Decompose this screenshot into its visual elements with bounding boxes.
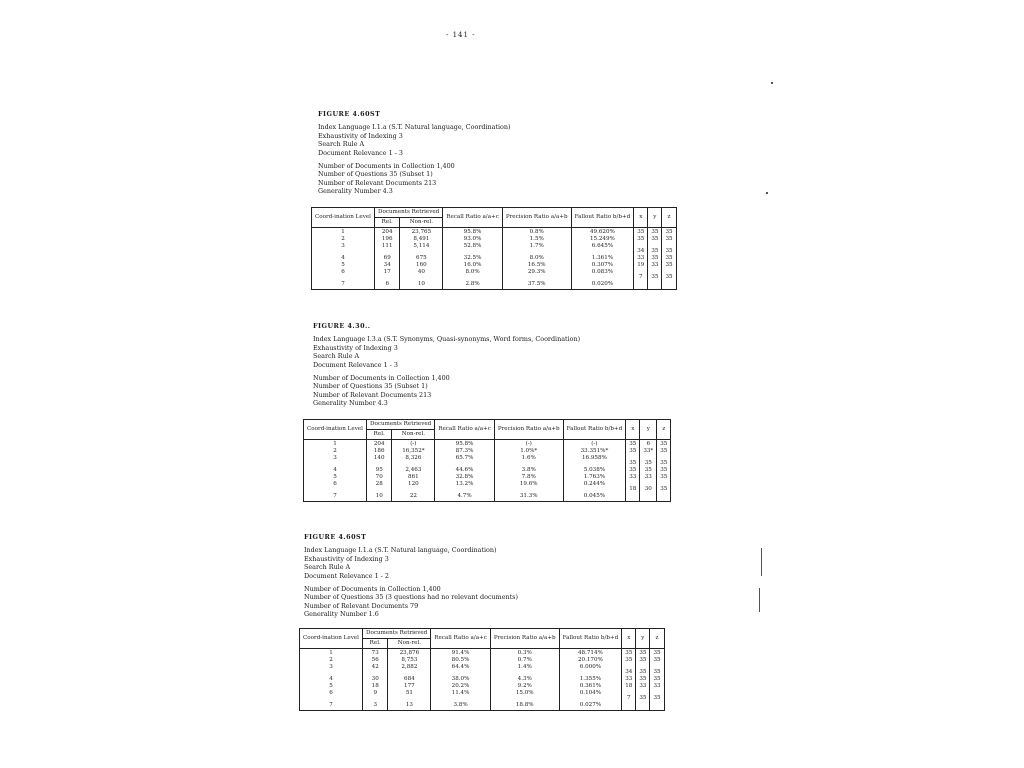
table-cell: 18: [371, 683, 379, 689]
table-cell: 196: [381, 236, 393, 242]
scan-margin-mark: [766, 192, 768, 194]
figure-title: FIGURE 4.60ST: [304, 533, 367, 541]
table-column: [657, 440, 671, 502]
table-cell: 35: [665, 255, 673, 261]
figure-3-header: [304, 533, 518, 619]
table-cell: 40: [417, 269, 425, 275]
table-cell: 1: [341, 229, 345, 235]
table-cell: 33: [651, 262, 659, 268]
table-cell: 861: [408, 474, 419, 480]
table-cell: 23,876: [399, 650, 420, 656]
table-cell: 35: [653, 669, 661, 675]
table-cell: 0.027%: [579, 702, 602, 708]
table-cell: 1.4%: [517, 664, 532, 670]
num-questions: Number of Questions 35 (3 questions had no relevant documents): [304, 593, 518, 602]
table-cell: 35: [639, 695, 647, 701]
col-header-x: x: [626, 420, 640, 440]
table-column: [300, 649, 363, 711]
table-cell: 4: [341, 255, 345, 261]
table-cell: 16.0%: [463, 262, 482, 268]
table-column: [494, 440, 563, 502]
table-cell: 4: [329, 676, 333, 682]
figure-2-table: [303, 419, 671, 502]
table-cell: 42: [371, 664, 379, 670]
document-relevance: Document Relevance 1 - 2: [304, 571, 389, 580]
table-cell: 64.4%: [451, 664, 470, 670]
table-cell: 38.0%: [451, 676, 470, 682]
col-header-x: x: [634, 208, 648, 228]
table-body-row: [300, 649, 665, 711]
table-column: [502, 228, 571, 290]
table-cell: 35: [625, 657, 633, 663]
table-column: [650, 649, 664, 711]
table-cell: 9.2%: [517, 683, 532, 689]
table-cell: 49.620%: [589, 229, 615, 235]
table-cell: 8.0%: [465, 269, 480, 275]
document-relevance: Document Relevance 1 - 3: [313, 360, 398, 369]
table-cell: 35: [629, 467, 637, 473]
table-cell: 5,114: [413, 243, 430, 249]
num-questions: Number of Questions 35 (Subset 1): [318, 170, 433, 179]
table-column: [312, 228, 375, 290]
table-cell: 35: [637, 229, 645, 235]
table-column: [622, 649, 636, 711]
num-relevant: Number of Relevant Documents 213: [318, 178, 437, 187]
generality: Generality Number 1.6: [304, 610, 379, 619]
table-cell: 13: [405, 702, 413, 708]
table-cell: 8,491: [413, 236, 430, 242]
col-header-y: y: [640, 420, 657, 440]
search-rule: Search Rule A: [318, 140, 365, 149]
table-cell: 1.763%: [583, 474, 606, 480]
table-column: [435, 440, 495, 502]
table-cell: 4.3%: [517, 676, 532, 682]
table-cell: 9: [373, 690, 377, 696]
table-cell: 16,352*: [402, 448, 425, 454]
table-cell: 33: [644, 474, 652, 480]
table-cell: 1.7%: [529, 243, 544, 249]
table-cell: 35: [665, 236, 673, 242]
table-cell: 0.7%: [517, 657, 532, 663]
col-header-recall: Recall Ratio a/a+c: [435, 420, 495, 440]
table-cell: 35: [629, 441, 637, 447]
generality: Generality Number 4.3: [318, 187, 393, 196]
col-header-rel: Rel.: [374, 218, 400, 228]
table-cell: 675: [416, 255, 427, 261]
col-header-precision: Precision Ratio a/a+b: [494, 420, 563, 440]
col-header-coord: Coord-ination Level: [312, 208, 375, 228]
table-cell: 35: [639, 669, 647, 675]
table-cell: 3: [329, 664, 333, 670]
table-cell: 17: [383, 269, 391, 275]
table-cell: 35: [651, 248, 659, 254]
col-header-docs: Documents Retrieved: [362, 629, 430, 639]
table-cell: 5: [333, 474, 337, 480]
scan-margin-mark: [771, 82, 773, 84]
col-header-precision: Precision Ratio a/a+b: [490, 629, 559, 649]
generality: Generality Number 4.3: [313, 399, 388, 408]
table-column: [640, 440, 657, 502]
figure-title: FIGURE 4.30..: [313, 322, 371, 330]
table-cell: 93.0%: [463, 236, 482, 242]
table-cell: 69: [383, 255, 391, 261]
table-cell: 33: [639, 683, 647, 689]
table-cell: 10: [417, 281, 425, 287]
table-cell: 186: [373, 448, 385, 454]
table-cell: 22: [409, 493, 417, 499]
table-cell: 35: [637, 236, 645, 242]
col-header-z: z: [650, 629, 664, 649]
table-cell: 35: [665, 262, 673, 268]
scan-margin-mark: [761, 548, 762, 576]
table-cell: 35: [660, 448, 668, 454]
table-column: [636, 649, 650, 711]
table-cell: 7: [341, 281, 345, 287]
col-header-recall: Recall Ratio a/a+c: [443, 208, 503, 228]
table-column: [388, 649, 431, 711]
table-cell: 87.3%: [455, 448, 474, 454]
table-cell: 18: [629, 486, 637, 492]
table-column: [634, 228, 648, 290]
table-cell: 35: [665, 248, 673, 254]
table-cell: 35: [665, 274, 673, 280]
col-header-x: x: [622, 629, 636, 649]
num-relevant: Number of Relevant Documents 213: [313, 390, 432, 399]
table-cell: 3: [341, 243, 345, 249]
index-language: Index Language I.1.a (S.T. Natural language, Coordination): [304, 546, 497, 555]
table-cell: 35: [660, 486, 668, 492]
table-cell: 48.714%: [577, 650, 603, 656]
table-cell: 33*: [643, 448, 654, 454]
table-cell: 0.244%: [583, 481, 606, 487]
col-header-docs: Documents Retrieved: [366, 420, 434, 430]
table-column: [362, 649, 388, 711]
table-cell: 4.7%: [457, 493, 472, 499]
table-cell: 35: [651, 229, 659, 235]
table-cell: 15.249%: [589, 236, 615, 242]
table-cell: 11.4%: [451, 690, 470, 696]
table-cell: 37.5%: [527, 281, 546, 287]
col-header-precision: Precision Ratio a/a+b: [502, 208, 571, 228]
table-cell: 30: [371, 676, 379, 682]
table-cell: 35: [639, 650, 647, 656]
num-documents: Number of Documents in Collection 1,400: [304, 585, 441, 594]
page-number: - 141 -: [446, 31, 476, 39]
table-cell: 35: [653, 676, 661, 682]
table-cell: 0.3%: [517, 650, 532, 656]
table-cell: 3.8%: [453, 702, 468, 708]
table-cell: 2: [341, 236, 345, 242]
table-cell: 1.5%: [529, 236, 544, 242]
exhaustivity: Exhaustivity of Indexing 3: [304, 554, 389, 563]
table-cell: 35: [660, 460, 668, 466]
table-cell: 10: [375, 493, 383, 499]
col-header-z: z: [657, 420, 671, 440]
search-rule: Search Rule A: [304, 563, 351, 572]
table-cell: 2: [333, 448, 337, 454]
col-header-fallout: Fallout Ratio b/b+d: [559, 629, 622, 649]
table-cell: 1: [329, 650, 333, 656]
figure-2-header: [313, 322, 580, 408]
table-cell: 3: [373, 702, 377, 708]
table-column: [662, 228, 676, 290]
table-body-row: [312, 228, 677, 290]
table-cell: 19.6%: [519, 481, 538, 487]
table-cell: 8,326: [405, 455, 422, 461]
table-cell: 95.8%: [455, 441, 474, 447]
table-cell: 5.038%: [583, 467, 606, 473]
table-cell: 35: [660, 441, 668, 447]
figure-1-header: [318, 110, 511, 196]
table-cell: 34: [383, 262, 391, 268]
col-header-fallout: Fallout Ratio b/b+d: [563, 420, 626, 440]
table-cell: 5: [329, 683, 333, 689]
table-cell: 8.0%: [529, 255, 544, 261]
table-cell: 204: [373, 441, 385, 447]
num-documents: Number of Documents in Collection 1,400: [318, 162, 455, 171]
num-relevant: Number of Relevant Documents 79: [304, 601, 419, 610]
table-column: [443, 228, 503, 290]
table-column: [559, 649, 622, 711]
table-cell: 18.8%: [515, 702, 534, 708]
table-cell: 2,882: [401, 664, 418, 670]
table-column: [304, 440, 367, 502]
table-cell: 35: [639, 657, 647, 663]
index-language: Index Language I.3.a (S.T. Synonyms, Quasi-synonyms, Word forms, Coordination): [313, 335, 581, 344]
table-column: [366, 440, 392, 502]
search-rule: Search Rule A: [313, 352, 360, 361]
table-cell: 1.361%: [591, 255, 614, 261]
table-cell: 1: [333, 441, 337, 447]
table-column: [571, 228, 634, 290]
table-cell: 6: [341, 269, 345, 275]
table-cell: 23,765: [411, 229, 432, 235]
table-cell: 16.5%: [527, 262, 546, 268]
table-cell: 2,463: [405, 467, 422, 473]
table-column: [400, 228, 443, 290]
num-questions: Number of Questions 35 (Subset 1): [313, 382, 428, 391]
col-header-coord: Coord-ination Level: [300, 629, 363, 649]
table-cell: 0.307%: [591, 262, 614, 268]
table-column: [392, 440, 435, 502]
table-cell: 0.361%: [579, 683, 602, 689]
table-cell: 2.8%: [465, 281, 480, 287]
table-column: [374, 228, 400, 290]
table-cell: 15.0%: [515, 690, 534, 696]
table-cell: 177: [404, 683, 415, 689]
table-cell: 6.000%: [579, 664, 602, 670]
table-cell: 35: [629, 460, 637, 466]
table-column: [648, 228, 662, 290]
table-cell: (-): [410, 441, 417, 447]
table-cell: 51: [405, 690, 413, 696]
table-cell: 34: [637, 248, 645, 254]
table-cell: 16.958%: [581, 455, 607, 461]
table-cell: 34: [625, 669, 633, 675]
table-cell: 73: [371, 650, 379, 656]
table-cell: 31.3%: [519, 493, 538, 499]
table-cell: 6.645%: [591, 243, 614, 249]
table-cell: 33: [625, 676, 633, 682]
table-cell: 6: [646, 441, 651, 447]
table-cell: 0.8%: [529, 229, 544, 235]
table-cell: 52.8%: [463, 243, 482, 249]
num-documents: Number of Documents in Collection 1,400: [313, 374, 450, 383]
table-cell: 56: [371, 657, 379, 663]
col-header-nonrel: Non-rel.: [392, 430, 435, 440]
table-cell: 35: [653, 657, 661, 663]
figure-title: FIGURE 4.60ST: [318, 110, 381, 118]
table-cell: 18: [625, 683, 633, 689]
table-cell: 32.8%: [455, 474, 474, 480]
col-header-docs: Documents Retrieved: [374, 208, 442, 218]
table-cell: 29.3%: [527, 269, 546, 275]
figure-3-table: [299, 628, 665, 711]
col-header-recall: Recall Ratio a/a+c: [431, 629, 491, 649]
table-column: [431, 649, 491, 711]
table-cell: 35: [644, 467, 652, 473]
col-header-fallout: Fallout Ratio b/b+d: [571, 208, 634, 228]
table-column: [563, 440, 626, 502]
table-cell: 111: [381, 243, 393, 249]
table-cell: 20.2%: [451, 683, 470, 689]
table-column: [626, 440, 640, 502]
table-cell: 4: [333, 467, 337, 473]
table-column: [490, 649, 559, 711]
table-cell: 33: [629, 474, 637, 480]
scan-margin-mark: [759, 588, 760, 612]
table-cell: (-): [525, 441, 532, 447]
table-cell: 0.104%: [579, 690, 602, 696]
table-cell: 3.8%: [521, 467, 536, 473]
table-cell: 95: [375, 467, 383, 473]
table-cell: 140: [373, 455, 385, 461]
table-cell: 3: [333, 455, 337, 461]
table-cell: 44.6%: [455, 467, 474, 473]
col-header-nonrel: Non-rel.: [388, 639, 431, 649]
table-cell: 7: [626, 695, 631, 701]
table-cell: 7: [333, 493, 337, 499]
table-cell: (-): [591, 441, 598, 447]
table-body-row: [304, 440, 671, 502]
table-cell: 6: [333, 481, 337, 487]
table-cell: 0.045%: [583, 493, 606, 499]
table-cell: 35: [651, 255, 659, 261]
col-header-y: y: [636, 629, 650, 649]
table-cell: 5: [341, 262, 345, 268]
table-cell: 33.351%*: [580, 448, 609, 454]
table-cell: 684: [404, 676, 415, 682]
table-cell: 35: [653, 695, 661, 701]
index-language: Index Language I.1.a (S.T. Natural language, Coordination): [318, 123, 511, 132]
table-cell: 28: [375, 481, 383, 487]
table-cell: 35: [665, 229, 673, 235]
table-cell: 32.5%: [463, 255, 482, 261]
table-cell: 33: [653, 683, 661, 689]
table-cell: 35: [653, 650, 661, 656]
table-cell: 1.355%: [579, 676, 602, 682]
table-cell: 35: [625, 650, 633, 656]
table-cell: 120: [408, 481, 419, 487]
table-cell: 204: [381, 229, 393, 235]
exhaustivity: Exhaustivity of Indexing 3: [318, 131, 403, 140]
table-cell: 30: [644, 486, 652, 492]
table-cell: 1.0%*: [520, 448, 538, 454]
table-cell: 7: [638, 274, 643, 280]
table-cell: 0.083%: [591, 269, 614, 275]
col-header-rel: Rel.: [366, 430, 392, 440]
table-cell: 8,753: [401, 657, 418, 663]
table-cell: 35: [651, 236, 659, 242]
table-cell: 6: [329, 690, 333, 696]
table-cell: 6: [385, 281, 389, 287]
col-header-rel: Rel.: [362, 639, 388, 649]
table-cell: 7.8%: [521, 474, 536, 480]
table-cell: 35: [660, 467, 668, 473]
table-cell: 19: [637, 262, 645, 268]
table-cell: 91.4%: [451, 650, 470, 656]
col-header-coord: Coord-ination Level: [304, 420, 367, 440]
table-cell: 33: [637, 255, 645, 261]
exhaustivity: Exhaustivity of Indexing 3: [313, 343, 398, 352]
table-cell: 70: [375, 474, 383, 480]
table-cell: 160: [416, 262, 427, 268]
col-header-nonrel: Non-rel.: [400, 218, 443, 228]
table-cell: 95.8%: [463, 229, 482, 235]
col-header-y: y: [648, 208, 662, 228]
table-cell: 35: [639, 676, 647, 682]
table-cell: 35: [629, 448, 637, 454]
table-cell: 35: [644, 460, 652, 466]
table-cell: 65.7%: [455, 455, 474, 461]
table-cell: 1.6%: [521, 455, 536, 461]
table-cell: 2: [329, 657, 333, 663]
table-cell: 80.5%: [451, 657, 470, 663]
table-cell: 35: [660, 474, 668, 480]
table-cell: 20.170%: [577, 657, 603, 663]
figure-1-table: [311, 207, 677, 290]
col-header-z: z: [662, 208, 676, 228]
document-relevance: Document Relevance 1 - 3: [318, 148, 403, 157]
table-cell: 7: [329, 702, 333, 708]
table-cell: 35: [651, 274, 659, 280]
table-cell: 0.020%: [591, 281, 614, 287]
table-cell: 13.2%: [455, 481, 474, 487]
